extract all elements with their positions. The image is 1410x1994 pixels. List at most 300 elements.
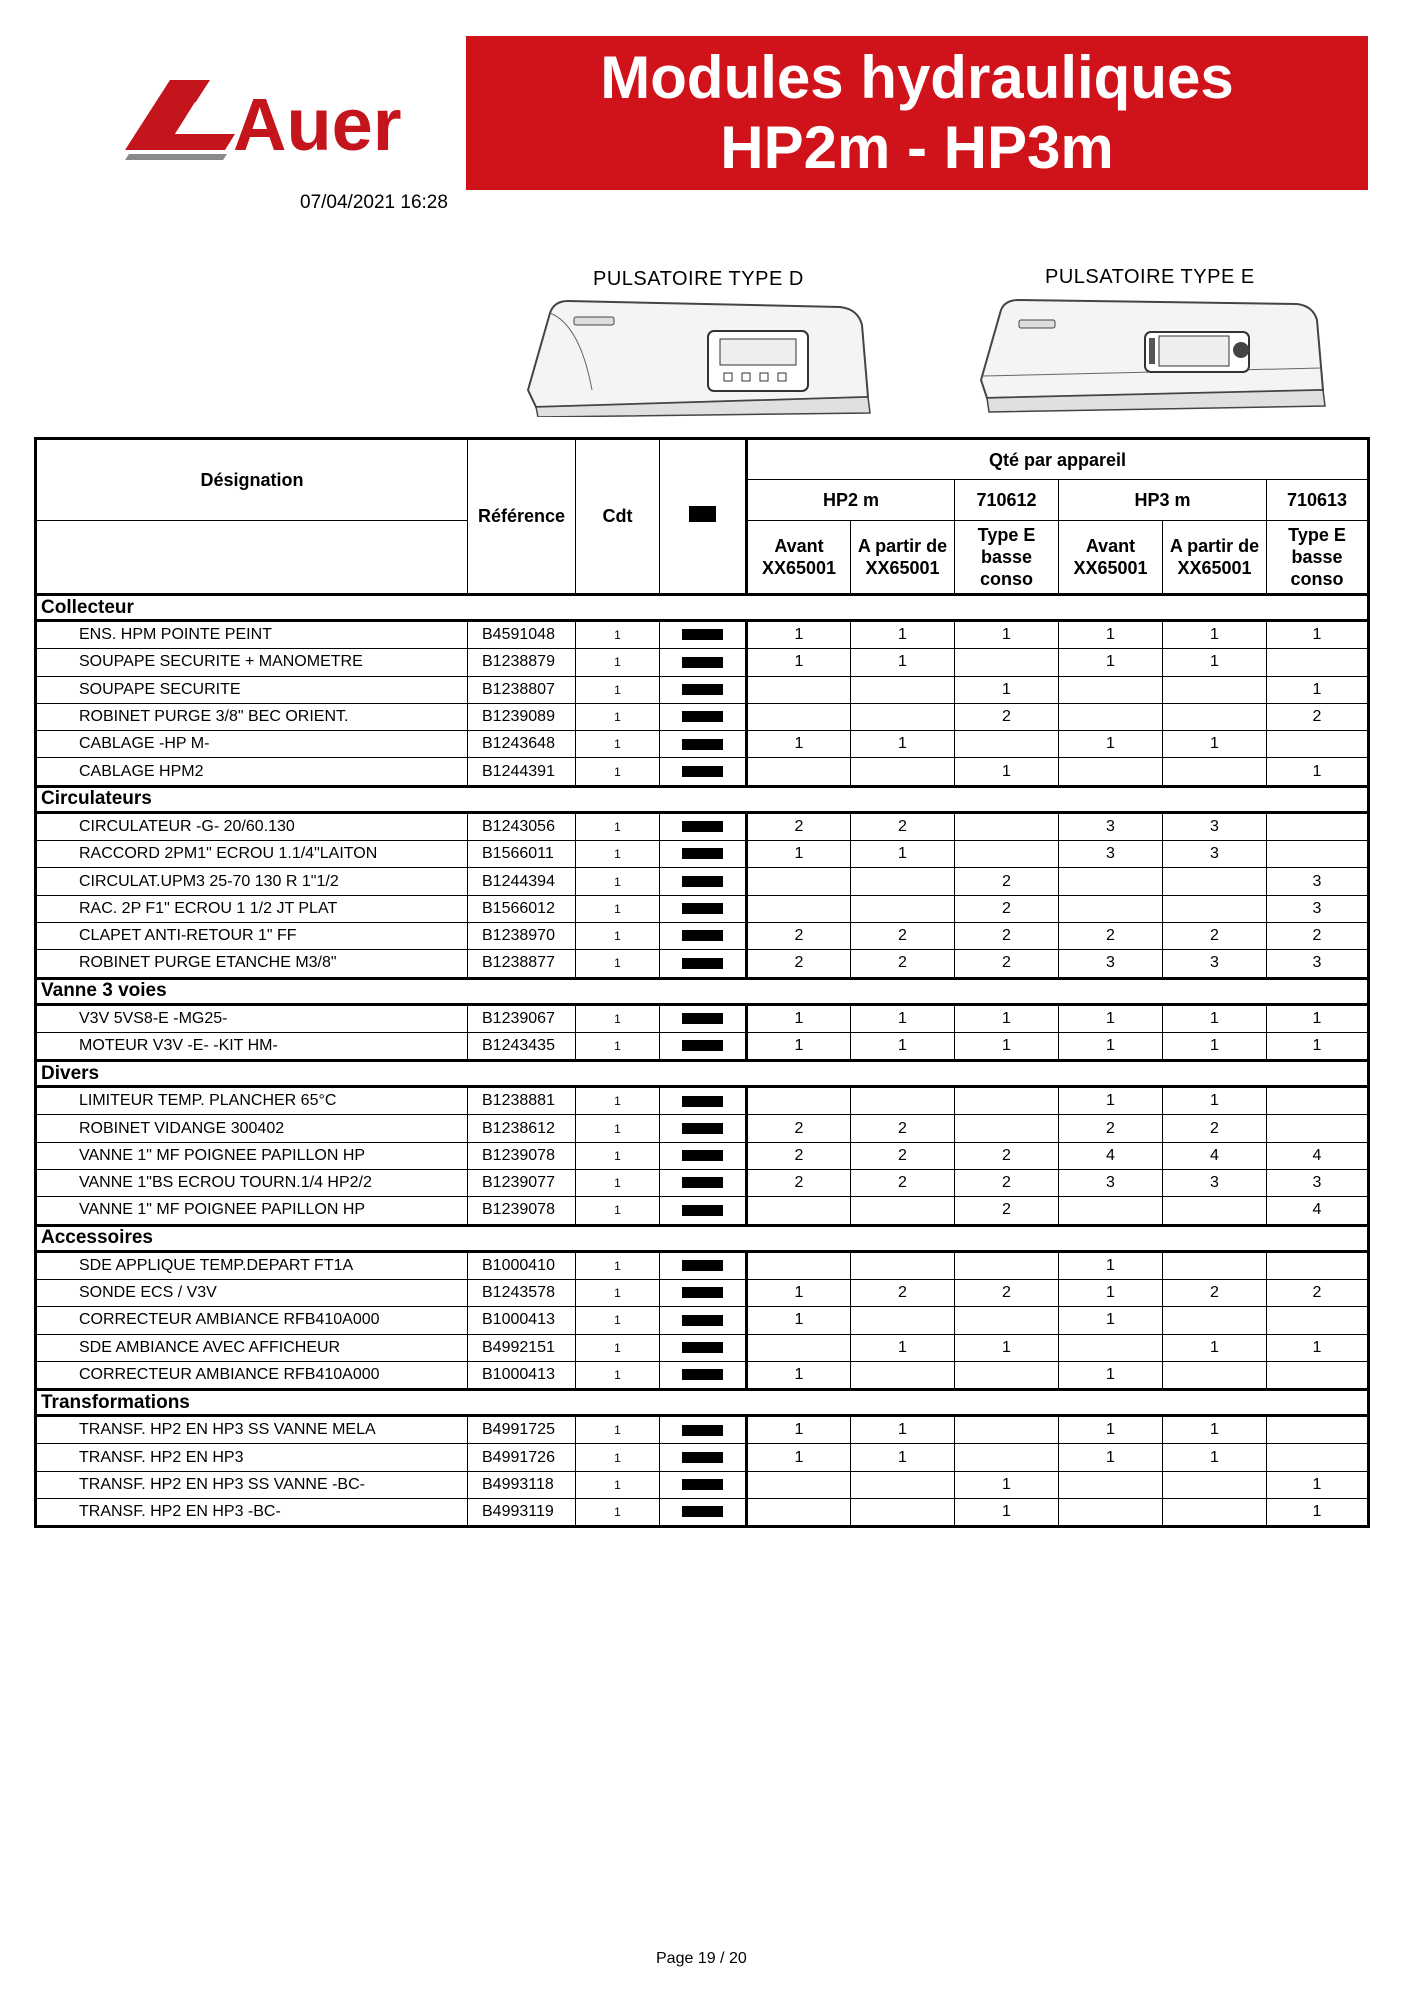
cell-status bbox=[660, 1197, 747, 1225]
table-row bbox=[36, 1416, 1369, 1444]
cell-qty: 1 bbox=[1267, 1499, 1369, 1527]
cell-qty bbox=[1267, 1307, 1369, 1334]
cell-cdt: 1 bbox=[576, 1307, 660, 1334]
cell-qty: 1 bbox=[1059, 731, 1163, 758]
section-row bbox=[36, 786, 1369, 812]
pulsatoire-type-d-image bbox=[520, 295, 872, 417]
cell-designation: RACCORD 2PM1" ECROU 1.1/4"LAITON bbox=[36, 841, 468, 868]
cell-qty: 4 bbox=[1163, 1142, 1267, 1169]
cell-qty bbox=[955, 1115, 1059, 1142]
cell-qty: 1 bbox=[747, 1004, 851, 1032]
cell-cdt: 1 bbox=[576, 922, 660, 949]
table-row bbox=[36, 758, 1369, 786]
cell-qty: 1 bbox=[1267, 1004, 1369, 1032]
header-710612: 710612 bbox=[955, 480, 1059, 521]
cell-status bbox=[660, 621, 747, 649]
cell-status bbox=[660, 1251, 747, 1279]
status-block bbox=[682, 1150, 723, 1161]
cell-reference: B4992151 bbox=[468, 1334, 576, 1361]
cell-cdt: 1 bbox=[576, 1416, 660, 1444]
apartir-code: XX65001 bbox=[865, 558, 940, 578]
cell-qty bbox=[1267, 841, 1369, 868]
cell-qty: 1 bbox=[955, 1471, 1059, 1498]
cell-cdt: 1 bbox=[576, 1115, 660, 1142]
cell-qty: 2 bbox=[955, 895, 1059, 922]
parts-table-container bbox=[34, 437, 1367, 1527]
cell-qty: 1 bbox=[955, 621, 1059, 649]
table-row bbox=[36, 1004, 1369, 1032]
cell-qty bbox=[955, 731, 1059, 758]
table-row bbox=[36, 1197, 1369, 1225]
status-block bbox=[682, 930, 723, 941]
typee-conso: conso bbox=[979, 569, 1033, 589]
section-title: Transformations bbox=[36, 1390, 1369, 1416]
cell-qty bbox=[955, 812, 1059, 840]
cell-reference: B4993118 bbox=[468, 1471, 576, 1498]
cell-qty: 1 bbox=[1059, 1444, 1163, 1471]
cell-qty: 1 bbox=[1059, 1307, 1163, 1334]
cell-qty bbox=[1267, 1444, 1369, 1471]
cell-qty: 3 bbox=[1267, 868, 1369, 895]
cell-qty bbox=[747, 1499, 851, 1527]
cell-reference: B1238879 bbox=[468, 649, 576, 676]
cell-reference: B1238807 bbox=[468, 676, 576, 703]
cell-status bbox=[660, 1444, 747, 1471]
cell-reference: B1244391 bbox=[468, 758, 576, 786]
logo-text: Auer bbox=[233, 83, 402, 166]
cell-qty: 2 bbox=[747, 812, 851, 840]
typee-basse: basse bbox=[1291, 547, 1343, 567]
header-710613: 710613 bbox=[1267, 480, 1369, 521]
cell-qty bbox=[747, 895, 851, 922]
cell-cdt: 1 bbox=[576, 676, 660, 703]
cell-qty: 1 bbox=[851, 1032, 955, 1060]
cell-designation: CLAPET ANTI-RETOUR 1" FF bbox=[36, 922, 468, 949]
status-block bbox=[682, 1287, 723, 1298]
cell-qty bbox=[955, 1444, 1059, 1471]
cell-qty: 2 bbox=[1267, 922, 1369, 949]
table-row bbox=[36, 1307, 1369, 1334]
cell-qty: 1 bbox=[747, 731, 851, 758]
cell-cdt: 1 bbox=[576, 621, 660, 649]
cell-cdt: 1 bbox=[576, 1279, 660, 1306]
cell-designation: ROBINET PURGE ETANCHE M3/8" bbox=[36, 950, 468, 978]
cell-designation: SDE AMBIANCE AVEC AFFICHEUR bbox=[36, 1334, 468, 1361]
cell-qty: 1 bbox=[747, 1032, 851, 1060]
cell-reference: B1238881 bbox=[468, 1087, 576, 1115]
cell-qty: 3 bbox=[1163, 1170, 1267, 1197]
device-e-label: PULSATOIRE TYPE E bbox=[1045, 266, 1255, 288]
cell-designation: VANNE 1" MF POIGNEE PAPILLON HP bbox=[36, 1197, 468, 1225]
table-row bbox=[36, 1334, 1369, 1361]
cell-qty: 1 bbox=[955, 1499, 1059, 1527]
cell-qty: 1 bbox=[1267, 1334, 1369, 1361]
cell-qty: 1 bbox=[1059, 1032, 1163, 1060]
table-row bbox=[36, 621, 1369, 649]
cell-qty bbox=[1163, 1307, 1267, 1334]
cell-cdt: 1 bbox=[576, 1444, 660, 1471]
cell-qty: 2 bbox=[747, 1170, 851, 1197]
cell-qty bbox=[747, 703, 851, 730]
cell-cdt: 1 bbox=[576, 1499, 660, 1527]
cell-status bbox=[660, 676, 747, 703]
cell-qty bbox=[1059, 1334, 1163, 1361]
section-title: Circulateurs bbox=[36, 786, 1369, 812]
header-hp3m: HP3 m bbox=[1059, 480, 1267, 521]
cell-qty: 1 bbox=[747, 649, 851, 676]
table-row bbox=[36, 1170, 1369, 1197]
cell-status bbox=[660, 1334, 747, 1361]
cell-qty: 2 bbox=[851, 1279, 955, 1306]
typee-basse: basse bbox=[980, 547, 1033, 567]
cell-qty: 2 bbox=[1163, 1115, 1267, 1142]
status-block bbox=[682, 1013, 723, 1024]
apartir-code: XX65001 bbox=[1177, 558, 1252, 578]
cell-cdt: 1 bbox=[576, 1471, 660, 1498]
cell-qty: 1 bbox=[851, 621, 955, 649]
cell-qty: 1 bbox=[1059, 621, 1163, 649]
cell-qty: 2 bbox=[955, 1197, 1059, 1225]
cell-qty: 3 bbox=[1163, 841, 1267, 868]
cell-designation: TRANSF. HP2 EN HP3 bbox=[36, 1444, 468, 1471]
apartir-label: A partir de bbox=[857, 536, 948, 556]
status-block bbox=[682, 739, 723, 750]
status-block bbox=[682, 1452, 723, 1463]
cell-status bbox=[660, 758, 747, 786]
cell-cdt: 1 bbox=[576, 1251, 660, 1279]
status-block bbox=[682, 1425, 723, 1436]
cell-qty bbox=[1267, 812, 1369, 840]
cell-qty bbox=[1267, 1115, 1369, 1142]
cell-designation: SONDE ECS / V3V bbox=[36, 1279, 468, 1306]
table-row bbox=[36, 731, 1369, 758]
cell-qty bbox=[747, 1251, 851, 1279]
cell-status bbox=[660, 1279, 747, 1306]
cell-cdt: 1 bbox=[576, 649, 660, 676]
cell-cdt: 1 bbox=[576, 868, 660, 895]
title-line-2: HP2m - HP3m bbox=[720, 114, 1114, 181]
cell-qty bbox=[851, 1087, 955, 1115]
cell-status bbox=[660, 895, 747, 922]
cell-status bbox=[660, 1115, 747, 1142]
cell-qty bbox=[1163, 868, 1267, 895]
cell-reference: B1566011 bbox=[468, 841, 576, 868]
cell-designation: ROBINET PURGE 3/8" BEC ORIENT. bbox=[36, 703, 468, 730]
avant-code: XX65001 bbox=[1073, 558, 1148, 578]
cell-qty bbox=[747, 868, 851, 895]
cell-qty: 1 bbox=[1163, 1334, 1267, 1361]
cell-qty bbox=[1163, 758, 1267, 786]
cell-qty bbox=[955, 649, 1059, 676]
cell-qty bbox=[851, 758, 955, 786]
table-row bbox=[36, 841, 1369, 868]
cell-qty bbox=[851, 1197, 955, 1225]
cell-qty: 2 bbox=[955, 950, 1059, 978]
cell-status bbox=[660, 649, 747, 676]
cell-status bbox=[660, 1170, 747, 1197]
cell-qty: 2 bbox=[955, 922, 1059, 949]
cell-qty: 1 bbox=[747, 1416, 851, 1444]
header-avant-hp2 bbox=[747, 521, 851, 595]
cell-status bbox=[660, 950, 747, 978]
header-typee-710612 bbox=[955, 521, 1059, 595]
header-hp2m: HP2 m bbox=[747, 480, 955, 521]
table-row bbox=[36, 895, 1369, 922]
cell-qty: 1 bbox=[1163, 731, 1267, 758]
cell-qty: 2 bbox=[851, 1142, 955, 1169]
cell-qty: 1 bbox=[955, 676, 1059, 703]
table-row bbox=[36, 812, 1369, 840]
cell-qty: 3 bbox=[1267, 950, 1369, 978]
cell-qty: 1 bbox=[851, 1416, 955, 1444]
cell-qty: 2 bbox=[1163, 1279, 1267, 1306]
cell-qty: 4 bbox=[1059, 1142, 1163, 1169]
cell-qty: 1 bbox=[851, 841, 955, 868]
cell-qty bbox=[1267, 1361, 1369, 1389]
cell-reference: B1243648 bbox=[468, 731, 576, 758]
cell-reference: B1239089 bbox=[468, 703, 576, 730]
cell-reference: B4991725 bbox=[468, 1416, 576, 1444]
table-row bbox=[36, 950, 1369, 978]
cell-status bbox=[660, 922, 747, 949]
cell-qty: 1 bbox=[1163, 649, 1267, 676]
status-block bbox=[682, 903, 723, 914]
cell-qty bbox=[955, 1087, 1059, 1115]
cell-qty bbox=[747, 1197, 851, 1225]
cell-qty: 2 bbox=[955, 1279, 1059, 1306]
cell-qty: 3 bbox=[1059, 950, 1163, 978]
parts-table-body bbox=[36, 595, 1369, 1527]
cell-qty bbox=[1163, 1499, 1267, 1527]
cell-qty bbox=[1267, 1087, 1369, 1115]
cell-qty: 2 bbox=[851, 1115, 955, 1142]
cell-reference: B4591048 bbox=[468, 621, 576, 649]
cell-qty: 1 bbox=[851, 1444, 955, 1471]
cell-designation: SDE APPLIQUE TEMP.DEPART FT1A bbox=[36, 1251, 468, 1279]
cell-qty: 2 bbox=[851, 1170, 955, 1197]
cell-qty bbox=[851, 1251, 955, 1279]
cell-reference: B1243056 bbox=[468, 812, 576, 840]
cell-qty bbox=[747, 1087, 851, 1115]
cell-qty bbox=[851, 703, 955, 730]
cell-qty bbox=[851, 1307, 955, 1334]
cell-designation: CIRCULAT.UPM3 25-70 130 R 1"1/2 bbox=[36, 868, 468, 895]
section-row bbox=[36, 595, 1369, 621]
cell-qty: 1 bbox=[1267, 621, 1369, 649]
header-cdt: Cdt bbox=[576, 439, 660, 595]
cell-cdt: 1 bbox=[576, 812, 660, 840]
cell-qty: 2 bbox=[955, 1142, 1059, 1169]
status-block bbox=[682, 821, 723, 832]
avant-label: Avant bbox=[1085, 536, 1136, 556]
cell-qty: 1 bbox=[1163, 621, 1267, 649]
cell-qty bbox=[1163, 1361, 1267, 1389]
section-row bbox=[36, 1061, 1369, 1087]
table-row bbox=[36, 1471, 1369, 1498]
cell-qty bbox=[1163, 1197, 1267, 1225]
apartir-label: A partir de bbox=[1169, 536, 1260, 556]
cell-reference: B1238612 bbox=[468, 1115, 576, 1142]
cell-qty: 1 bbox=[747, 1444, 851, 1471]
cell-qty: 2 bbox=[1059, 1115, 1163, 1142]
table-row bbox=[36, 1087, 1369, 1115]
cell-qty bbox=[955, 1416, 1059, 1444]
cell-qty bbox=[851, 676, 955, 703]
cell-status bbox=[660, 1499, 747, 1527]
cell-qty: 1 bbox=[955, 1334, 1059, 1361]
cell-reference: B1000413 bbox=[468, 1361, 576, 1389]
document-title bbox=[466, 36, 1368, 190]
cell-qty bbox=[955, 1251, 1059, 1279]
cell-status bbox=[660, 1416, 747, 1444]
cell-designation: CORRECTEUR AMBIANCE RFB410A000 bbox=[36, 1361, 468, 1389]
status-block bbox=[682, 1479, 723, 1490]
cell-qty: 4 bbox=[1267, 1197, 1369, 1225]
cell-reference: B4991726 bbox=[468, 1444, 576, 1471]
table-row bbox=[36, 922, 1369, 949]
cell-qty: 1 bbox=[747, 1279, 851, 1306]
status-block bbox=[682, 876, 723, 887]
cell-designation: TRANSF. HP2 EN HP3 -BC- bbox=[36, 1499, 468, 1527]
status-block bbox=[682, 1096, 723, 1107]
section-row bbox=[36, 978, 1369, 1004]
cell-status bbox=[660, 1087, 747, 1115]
typee-label: Type E bbox=[1288, 525, 1346, 545]
cell-reference: B1000413 bbox=[468, 1307, 576, 1334]
cell-designation: RAC. 2P F1" ECROU 1 1/2 JT PLAT bbox=[36, 895, 468, 922]
pulsatoire-type-e-image bbox=[975, 298, 1327, 414]
cell-qty bbox=[1163, 1251, 1267, 1279]
cell-qty bbox=[747, 1471, 851, 1498]
table-row bbox=[36, 1499, 1369, 1527]
section-title: Accessoires bbox=[36, 1225, 1369, 1251]
cell-qty bbox=[1267, 731, 1369, 758]
cell-qty: 1 bbox=[1267, 1471, 1369, 1498]
cell-qty bbox=[1059, 676, 1163, 703]
cell-qty: 2 bbox=[955, 868, 1059, 895]
cell-qty: 1 bbox=[747, 1307, 851, 1334]
status-block bbox=[682, 629, 723, 640]
cell-reference: B1000410 bbox=[468, 1251, 576, 1279]
table-row bbox=[36, 1279, 1369, 1306]
cell-reference: B1239067 bbox=[468, 1004, 576, 1032]
header-reference: Référence bbox=[468, 439, 576, 595]
cell-qty: 3 bbox=[1267, 1170, 1369, 1197]
status-block bbox=[682, 1342, 723, 1353]
header-apartir-hp2 bbox=[851, 521, 955, 595]
cell-designation: V3V 5VS8-E -MG25- bbox=[36, 1004, 468, 1032]
status-block bbox=[689, 506, 716, 522]
cell-cdt: 1 bbox=[576, 1361, 660, 1389]
cell-designation: MOTEUR V3V -E- -KIT HM- bbox=[36, 1032, 468, 1060]
status-block bbox=[682, 1506, 723, 1517]
cell-qty: 2 bbox=[851, 922, 955, 949]
cell-cdt: 1 bbox=[576, 1334, 660, 1361]
avant-label: Avant bbox=[774, 536, 824, 556]
cell-qty: 1 bbox=[851, 731, 955, 758]
cell-reference: B1244394 bbox=[468, 868, 576, 895]
cell-qty bbox=[1059, 758, 1163, 786]
cell-qty: 1 bbox=[1059, 1251, 1163, 1279]
cell-designation: TRANSF. HP2 EN HP3 SS VANNE -BC- bbox=[36, 1471, 468, 1498]
cell-qty bbox=[1059, 703, 1163, 730]
cell-qty bbox=[851, 868, 955, 895]
header-apartir-hp3 bbox=[1163, 521, 1267, 595]
cell-designation: ENS. HPM POINTE PEINT bbox=[36, 621, 468, 649]
table-row bbox=[36, 676, 1369, 703]
cell-designation: VANNE 1"BS ECROU TOURN.1/4 HP2/2 bbox=[36, 1170, 468, 1197]
cell-designation: CABLAGE HPM2 bbox=[36, 758, 468, 786]
cell-cdt: 1 bbox=[576, 895, 660, 922]
table-row bbox=[36, 868, 1369, 895]
section-title: Collecteur bbox=[36, 595, 1369, 621]
title-line-1: Modules hydrauliques bbox=[600, 44, 1234, 111]
cell-qty: 2 bbox=[1163, 922, 1267, 949]
cell-designation: LIMITEUR TEMP. PLANCHER 65°C bbox=[36, 1087, 468, 1115]
cell-qty: 1 bbox=[1059, 1416, 1163, 1444]
table-row bbox=[36, 1115, 1369, 1142]
cell-cdt: 1 bbox=[576, 703, 660, 730]
parts-table bbox=[34, 437, 1370, 1528]
cell-cdt: 1 bbox=[576, 1032, 660, 1060]
cell-qty: 1 bbox=[1163, 1444, 1267, 1471]
cell-qty: 3 bbox=[1163, 812, 1267, 840]
cell-qty bbox=[1163, 1471, 1267, 1498]
cell-reference: B1243435 bbox=[468, 1032, 576, 1060]
typee-conso: conso bbox=[1290, 569, 1344, 589]
header-status bbox=[660, 439, 747, 595]
cell-status bbox=[660, 1307, 747, 1334]
cell-reference: B1238877 bbox=[468, 950, 576, 978]
status-block bbox=[682, 1123, 723, 1134]
cell-qty bbox=[1059, 1499, 1163, 1527]
cell-cdt: 1 bbox=[576, 1142, 660, 1169]
cell-qty: 1 bbox=[1163, 1416, 1267, 1444]
table-row bbox=[36, 1142, 1369, 1169]
cell-reference: B1239078 bbox=[468, 1142, 576, 1169]
cell-qty bbox=[1059, 1471, 1163, 1498]
cell-cdt: 1 bbox=[576, 1197, 660, 1225]
cell-qty bbox=[747, 676, 851, 703]
cell-status bbox=[660, 868, 747, 895]
cell-qty: 1 bbox=[955, 758, 1059, 786]
cell-qty: 1 bbox=[1163, 1087, 1267, 1115]
cell-designation: CABLAGE -HP M- bbox=[36, 731, 468, 758]
cell-status bbox=[660, 731, 747, 758]
cell-cdt: 1 bbox=[576, 841, 660, 868]
cell-status bbox=[660, 1032, 747, 1060]
cell-designation: SOUPAPE SECURITE + MANOMETRE bbox=[36, 649, 468, 676]
status-block bbox=[682, 1260, 723, 1271]
table-row bbox=[36, 1444, 1369, 1471]
cell-qty: 1 bbox=[747, 621, 851, 649]
cell-qty: 1 bbox=[1163, 1032, 1267, 1060]
status-block bbox=[682, 711, 723, 722]
cell-status bbox=[660, 812, 747, 840]
cell-qty bbox=[747, 1334, 851, 1361]
cell-qty: 2 bbox=[1059, 922, 1163, 949]
cell-cdt: 1 bbox=[576, 1087, 660, 1115]
status-block bbox=[682, 766, 723, 777]
cell-qty: 1 bbox=[747, 841, 851, 868]
cell-qty bbox=[1059, 1197, 1163, 1225]
header-designation-blank bbox=[36, 521, 468, 595]
cell-qty: 4 bbox=[1267, 1142, 1369, 1169]
cell-qty: 1 bbox=[851, 1334, 955, 1361]
cell-qty bbox=[955, 1307, 1059, 1334]
cell-qty bbox=[1267, 649, 1369, 676]
status-block bbox=[682, 1369, 723, 1380]
